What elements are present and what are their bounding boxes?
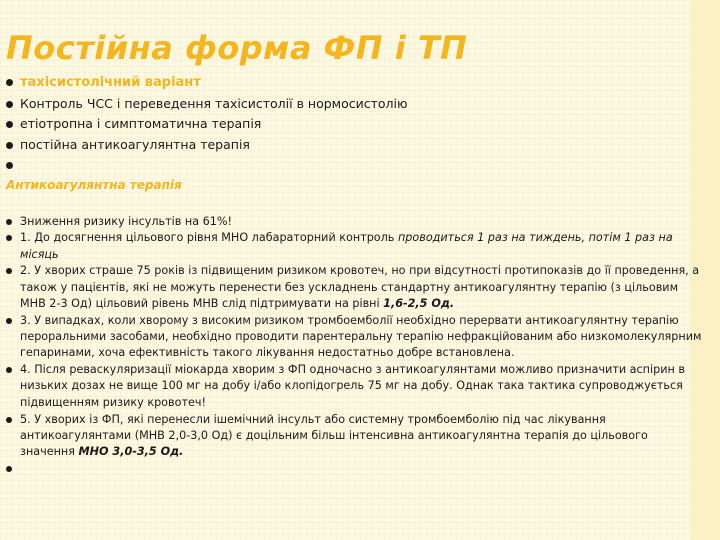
list-item-text: 5. У хворих із ФП, які перенесли ішемічний інсульт або системну тромбоемболію під час лікування антикоагулянтами (МНВ 2,0-3,0 Од) є доцільним більш інтенсивна антикоагулянтна терапія до цільового значення [20, 412, 648, 459]
bullet-icon [6, 121, 13, 128]
list-item-text: Контроль ЧСС і переведення тахісистолії в нормосистолію [20, 95, 408, 111]
list-item-text: 1. До досягнення цільового рівня МНО лабараторний контроль [20, 231, 398, 245]
list-item-text: постійна антикоагулянтна терапія [20, 136, 250, 152]
list-item [6, 135, 706, 156]
bullet-icon [6, 318, 12, 324]
list-item-text: етіотропна і симптоматична терапія [20, 116, 262, 131]
list-item [6, 412, 706, 461]
section-heading: Антикоагулянтна терапія [6, 177, 182, 192]
variant-subtitle: тахісистолічний варіант [20, 75, 201, 90]
bullet-icon [6, 101, 13, 108]
bullet-icon [6, 142, 13, 149]
bullet-icon [6, 417, 12, 423]
list-item [6, 72, 706, 94]
list-item-text: Зниження ризику інсультів на 61%! [20, 214, 232, 228]
emphasis-text: проводиться 1 раз на тиждень, потім 1 раз на місяць [20, 231, 673, 261]
bullet-icon [6, 235, 12, 241]
list-item [6, 362, 706, 411]
slide-content [6, 24, 706, 478]
bullet-icon [6, 162, 13, 169]
list-item [6, 214, 706, 230]
list-item [6, 230, 706, 263]
slide-title: Постійна форма ФП і ТП [6, 29, 468, 67]
list-item [6, 313, 706, 362]
list-item-text: 4. Після реваскуляризації міокарда хворим з ФП одночасно з антикоагулянтами можливо призначити аспірин в низьких дозах не вище 100 мг на добу і/або клопідогрель 75 мг на добу. Однак така тактика супроводжується підвищенням ризику кровотеч! [20, 363, 685, 409]
therapy-bullet-list [6, 214, 706, 478]
bullet-icon [6, 367, 12, 373]
list-item [6, 461, 706, 477]
list-item [6, 114, 706, 135]
bullet-icon [6, 79, 13, 86]
emphasis-value: 1,6-2,5 Од. [383, 296, 455, 310]
list-item-text: 3. У випадках, коли хворому з високим ризиком тромбоемболії необхідно перервати антикоагулянтну терапію пероральними засобами, необхідно проводити парентеральну терапію нефракційованим або низкомолекулярним гепаринами, хоча ефективність такого лікування недостатньо добре встановлена. [20, 313, 702, 360]
bullet-icon [6, 466, 12, 472]
emphasis-value: МНО 3,0-3,5 Од. [78, 445, 184, 459]
bullet-icon [6, 268, 12, 274]
list-item [6, 94, 706, 115]
list-item-text [20, 462, 24, 475]
top-bullet-list [6, 72, 706, 176]
bullet-icon [6, 219, 12, 225]
list-item [6, 263, 706, 312]
list-item-text [20, 157, 24, 172]
list-item-text: 2. У хворих страше 75 років із підвищеним ризиком кровотеч, но при відсутності протипоказів до її проведення, а також у пацієнтів, які не можуть перенести без ускладнень стандартну антикоагулянтну терапію (з цільовим МНВ 2-3 Од) цільовий рівень МНВ слід підтримувати на рівні [20, 264, 700, 310]
list-item [6, 155, 706, 176]
